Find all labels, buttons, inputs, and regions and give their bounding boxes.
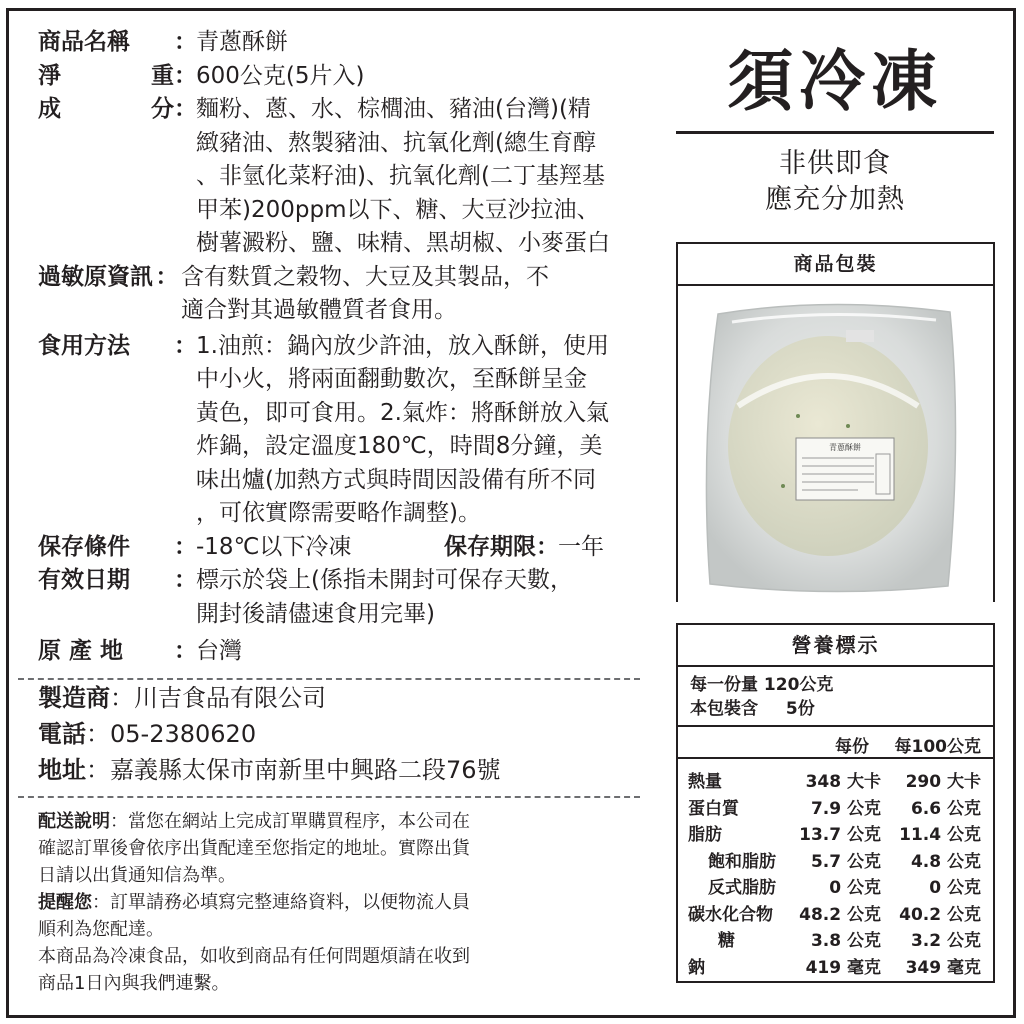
per-serving-value: 48.2 公克 (799, 904, 881, 925)
allergen-line: 含有麩質之穀物、大豆及其製品，不 (181, 263, 549, 290)
per-100g-value: 6.6 公克 (910, 798, 981, 819)
frozen-note-line: 本商品為冷凍食品，如收到商品有任何問題煩請在收到 (38, 946, 470, 967)
storage-condition: -18℃以下冷凍 (196, 533, 352, 560)
shelf-life: 一年 (558, 533, 604, 560)
nutrient-name: 熱量 (688, 772, 722, 792)
address-label: 地址 (38, 756, 86, 784)
reminder-line: 順利為您配達。 (38, 919, 164, 940)
nutrition-rows (678, 759, 993, 977)
net-weight: 600公克(5片入) (196, 62, 365, 89)
ingredients-label (38, 93, 174, 261)
ingredients-line: 麵粉、蔥、水、棕櫚油、豬油(台灣)(精 (196, 96, 591, 122)
package-photo (678, 286, 993, 602)
nutrition-header (678, 727, 993, 759)
phone: 05-2380620 (110, 720, 257, 748)
ingredients-line: 樹薯澱粉、鹽、味精、黑胡椒、小麥蛋白 (196, 230, 610, 256)
per-serving-value: 13.7 公克 (799, 825, 881, 845)
expiry-row (38, 564, 658, 631)
delivery-text: 當您在網站上完成訂單購買程序，本公司在 (128, 811, 470, 832)
usage-label: 食用方法 (38, 332, 130, 359)
per-100g-value: 349 毫克 (905, 957, 981, 978)
net-weight-row (38, 60, 658, 94)
address: 嘉義縣太保市南新里中興路二段76號 (110, 756, 501, 784)
usage-line: 中小火，將兩面翻動數次，至酥餅呈金 (196, 366, 587, 392)
colon: ： (174, 638, 197, 664)
net-weight-label-part1: 淨 (38, 62, 61, 89)
per-100g-value: 40.2 公克 (899, 904, 981, 925)
reminder-text: 訂單請務必填寫完整連絡資料，以便物流人員 (110, 892, 470, 913)
servings-per-package (690, 697, 993, 721)
manufacturer-label: 製造商 (38, 684, 110, 712)
col-per-100g: 每100公克 (894, 737, 981, 757)
nutrient-name: 飽和脂肪 (708, 851, 776, 872)
nutrient-name: 鈉 (688, 957, 705, 978)
frozen-note-line: 商品1日內與我們連繫。 (38, 973, 230, 994)
delivery-line: 日請以出貨通知信為準。 (38, 865, 236, 886)
colon: ： (174, 96, 197, 122)
per-100g-value: 3.2 公克 (910, 931, 981, 951)
package-photo-box (676, 242, 995, 602)
storage-label: 保存條件 (38, 533, 130, 560)
per-serving-value: 419 毫克 (805, 957, 881, 978)
manufacturer: 川吉食品有限公司 (134, 684, 326, 712)
nutrition-facts-table (676, 623, 995, 983)
net-weight-label-part2: 重 (151, 62, 174, 89)
ingredients-label-part1: 成 (38, 96, 61, 122)
serving-size: 每一份量 120公克 (690, 675, 834, 695)
nutrient-name: 脂肪 (688, 825, 722, 845)
colon: ： (174, 29, 197, 55)
per-serving-value: 348 大卡 (805, 772, 881, 792)
nutrition-row (678, 871, 993, 898)
colon: ： (174, 332, 197, 359)
colon: ： (155, 263, 179, 290)
colon: ： (174, 533, 197, 560)
colon: ： (536, 533, 559, 560)
per-100g-value: 4.8 公克 (910, 851, 981, 872)
expiry-line: 開封後請儘速食用完畢) (196, 600, 435, 627)
colon: ： (174, 567, 197, 593)
expiry-text (196, 564, 658, 631)
dashed-divider (18, 796, 640, 798)
net-weight-label (38, 60, 174, 94)
serving-info (678, 667, 993, 727)
ingredients-label-part2: 分 (151, 96, 174, 122)
per-serving-value: 0 公克 (829, 878, 881, 898)
nutrition-title: 營養標示 (678, 625, 993, 667)
servings-count: 5份 (785, 699, 815, 719)
package-photo-illustration (678, 286, 993, 602)
ingredients-row (38, 93, 658, 261)
usage-row (38, 330, 658, 531)
delivery-note (38, 808, 608, 835)
product-info (38, 26, 658, 669)
nutrition-row (678, 924, 993, 951)
delivery-notes (38, 808, 608, 997)
origin-label: 原 產 地 (38, 638, 124, 664)
origin: 台灣 (196, 638, 242, 664)
reminder-note (38, 889, 608, 916)
nutrient-name: 反式脂肪 (708, 878, 776, 898)
package-label-title: 青蔥酥餅 (829, 443, 861, 452)
nutrient-name: 碳水化合物 (688, 904, 773, 925)
nutrition-row (678, 765, 993, 792)
usage-text (196, 330, 658, 531)
ingredients-line: 甲苯)200ppm以下、糖、大豆沙拉油、 (196, 196, 600, 223)
storage-row (38, 531, 658, 565)
usage-line: ，可依實際需要略作調整)。 (196, 500, 481, 526)
keep-frozen-heading: 須冷凍 (727, 43, 943, 120)
allergen-row (38, 261, 658, 328)
nutrition-row (678, 818, 993, 845)
per-100g-value: 0 公克 (929, 878, 981, 898)
origin-row (38, 635, 658, 669)
address-row (38, 752, 501, 788)
nutrient-name: 糖 (718, 931, 735, 951)
product-name-label: 商品名稱 (38, 29, 130, 55)
nutrition-row (678, 792, 993, 819)
per-serving-value: 3.8 公克 (810, 931, 881, 951)
allergen-text (181, 261, 658, 328)
expiry-line: 標示於袋上(係指未開封可保存天數， (196, 567, 573, 593)
heading-divider (676, 131, 994, 134)
phone-row (38, 716, 501, 752)
product-name-row (38, 26, 658, 60)
per-serving-value: 5.7 公克 (810, 851, 881, 872)
package-title: 商品包裝 (678, 244, 993, 286)
nutrient-name: 蛋白質 (688, 798, 739, 819)
manufacturer-row (38, 680, 501, 716)
nutrition-row (678, 898, 993, 925)
notice-line-1: 非供即食 (779, 148, 891, 179)
per-100g-value: 290 大卡 (905, 772, 981, 792)
allergen-label: 過敏原資訊 (38, 263, 153, 290)
reminder-label: 提醒您 (38, 892, 92, 913)
usage-line: 味出爐(加熱方式與時間因設備有所不同 (196, 466, 596, 493)
colon: ： (110, 811, 128, 832)
ingredients-line: 、非氫化菜籽油)、抗氧化劑(二丁基羥基 (196, 163, 605, 189)
colon: ： (92, 892, 110, 913)
per-serving-value: 7.9 公克 (810, 798, 881, 819)
colon: ： (174, 62, 197, 89)
manufacturer-info (38, 680, 501, 788)
expiry-label: 有效日期 (38, 567, 130, 593)
colon: ： (86, 720, 110, 748)
ingredients-line: 緻豬油、熬製豬油、抗氧化劑(總生育醇 (196, 129, 596, 156)
delivery-line: 確認訂單後會依序出貨配達至您指定的地址。實際出貨 (38, 838, 470, 859)
usage-line: 黃色，即可食用。2.氣炸：將酥餅放入氣 (196, 399, 609, 426)
allergen-line: 適合對其過敏體質者食用。 (181, 297, 457, 323)
product-name: 青蔥酥餅 (196, 29, 288, 55)
colon: ： (110, 684, 134, 712)
phone-label: 電話 (38, 720, 86, 748)
usage-line: 1.油煎：鍋內放少許油，放入酥餅，使用 (196, 332, 609, 359)
nutrition-row (678, 845, 993, 872)
servings-label: 本包裝含 (690, 699, 758, 719)
delivery-label: 配送說明 (38, 811, 110, 832)
notice-line-2: 應充分加熱 (765, 184, 905, 215)
shelf-life-label: 保存期限 (444, 533, 536, 560)
heating-notice (676, 146, 994, 218)
col-per-serving: 每份 (835, 737, 869, 757)
usage-line: 炸鍋，設定溫度180℃，時間8分鐘，美 (196, 433, 603, 459)
colon: ： (86, 756, 110, 784)
ingredients-text (196, 93, 658, 261)
per-100g-value: 11.4 公克 (899, 825, 981, 845)
nutrition-row (678, 951, 993, 978)
